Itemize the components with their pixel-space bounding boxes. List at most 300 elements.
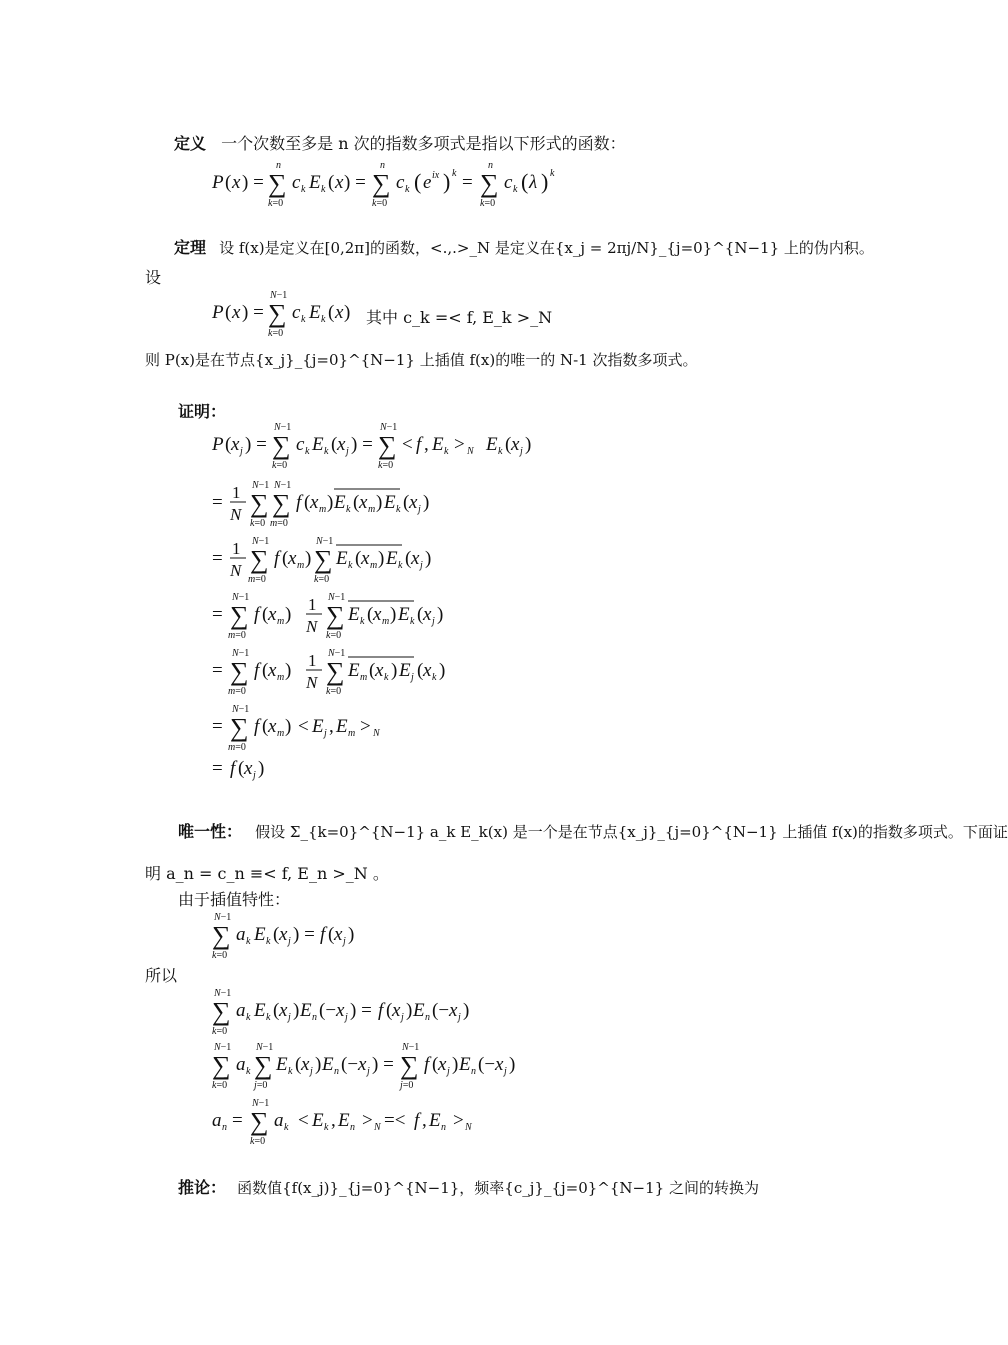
svg-text:E: E	[336, 716, 348, 737]
svg-text:∑: ∑	[314, 545, 333, 574]
svg-text:) =: ) =	[351, 434, 373, 455]
svg-text:k: k	[305, 446, 310, 457]
svg-text:j: j	[420, 560, 423, 571]
svg-text:k=0: k=0	[378, 460, 394, 471]
svg-text:,: ,	[422, 1110, 427, 1131]
svg-text:): )	[391, 660, 398, 681]
svg-text:k=0: k=0	[250, 1136, 266, 1147]
svg-text:): )	[437, 604, 444, 625]
svg-text:): )	[285, 660, 292, 681]
svg-text:j: j	[418, 504, 421, 515]
svg-text:): )	[258, 758, 265, 779]
svg-text:x: x	[279, 924, 288, 945]
svg-text:): )	[443, 169, 451, 194]
svg-text:k: k	[384, 672, 389, 683]
svg-text:c: c	[504, 172, 513, 193]
svg-text:N−1: N−1	[328, 592, 346, 603]
svg-text:k: k	[284, 1122, 289, 1133]
svg-text:x: x	[361, 548, 370, 569]
svg-text:E: E	[312, 1110, 324, 1131]
svg-text:j: j	[447, 1066, 450, 1077]
svg-text:=: =	[212, 758, 223, 779]
svg-text:a: a	[236, 1054, 246, 1075]
svg-text:,: ,	[329, 716, 334, 737]
svg-text:f: f	[424, 1054, 430, 1075]
proof-step-4	[210, 588, 510, 640]
svg-text:c: c	[292, 172, 301, 193]
svg-text:k=0: k=0	[268, 328, 284, 339]
proof-step-1	[210, 418, 570, 470]
svg-text:E: E	[254, 924, 266, 945]
svg-text:j: j	[345, 1012, 348, 1023]
svg-text:E: E	[398, 604, 410, 625]
svg-text:>: >	[454, 434, 465, 455]
svg-text:,: ,	[331, 1110, 336, 1131]
svg-text:k: k	[321, 314, 326, 325]
svg-text:(: (	[295, 1054, 302, 1075]
svg-text:x: x	[511, 434, 520, 455]
svg-text:(: (	[262, 660, 269, 681]
svg-text:n: n	[334, 1066, 339, 1077]
svg-text:(: (	[355, 548, 362, 569]
svg-text:P: P	[212, 434, 224, 455]
svg-text:k: k	[324, 1122, 329, 1133]
svg-text:): )	[452, 1054, 459, 1075]
svg-text:k=0: k=0	[212, 1026, 228, 1037]
svg-text:x: x	[244, 758, 253, 779]
svg-text:x: x	[358, 1054, 367, 1075]
uniqueness-text-continued: 明 a_n = c_n ≡< f, E_n >_N 。	[145, 864, 389, 883]
svg-text:N: N	[230, 505, 242, 524]
svg-text:c: c	[292, 302, 301, 323]
svg-text:k: k	[348, 560, 353, 571]
svg-text:E: E	[348, 660, 360, 681]
svg-text:E: E	[276, 1054, 288, 1075]
svg-text:∑: ∑	[250, 545, 269, 574]
svg-text:(: (	[386, 1000, 393, 1021]
svg-text:n: n	[380, 160, 385, 171]
uniqueness-formula-4	[210, 1096, 510, 1148]
svg-text:x: x	[231, 434, 240, 455]
svg-text:m: m	[360, 672, 368, 683]
svg-text:∑: ∑	[250, 1107, 269, 1136]
proof-step-7	[210, 752, 330, 784]
svg-text:(: (	[273, 1000, 280, 1021]
svg-text:x: x	[279, 1000, 288, 1021]
svg-text:(: (	[331, 434, 338, 455]
svg-text:(: (	[282, 548, 289, 569]
corollary-paragraph	[178, 1178, 759, 1198]
svg-text:x: x	[288, 548, 297, 569]
svg-text:∑: ∑	[326, 601, 345, 630]
svg-text:x: x	[373, 604, 382, 625]
svg-text:>: >	[453, 1110, 464, 1131]
svg-text:(: (	[262, 604, 269, 625]
svg-text:j: j	[411, 672, 414, 683]
svg-text:>: >	[362, 1110, 373, 1131]
svg-text:E: E	[459, 1054, 471, 1075]
svg-text:(: (	[262, 716, 269, 737]
uniqueness-formula-2	[210, 986, 530, 1038]
svg-text:(−: (−	[341, 1054, 359, 1075]
svg-text:N−1: N−1	[214, 1042, 232, 1053]
uniqueness-formula-3	[210, 1040, 570, 1092]
svg-text:E: E	[300, 1000, 312, 1021]
svg-text:x: x	[334, 924, 343, 945]
svg-text:∑: ∑	[212, 921, 231, 950]
uniqueness-paragraph	[178, 822, 1008, 842]
svg-text:=: =	[212, 660, 223, 681]
svg-text:): )	[305, 548, 312, 569]
definition-label: 定义	[174, 134, 207, 153]
svg-text:k: k	[398, 560, 403, 571]
interpolation-property-text: 由于插值特性：	[178, 890, 291, 909]
svg-text:x: x	[268, 660, 277, 681]
theorem-text-continued: 设	[145, 268, 162, 287]
svg-text:P: P	[212, 172, 224, 193]
svg-text:x: x	[495, 1054, 504, 1075]
definition-formula	[210, 158, 590, 210]
svg-text:x: x	[411, 548, 420, 569]
svg-text:x: x	[301, 1054, 310, 1075]
svg-text:m=0: m=0	[228, 686, 246, 697]
proof-step-5	[210, 644, 510, 696]
svg-text:N−1: N−1	[252, 480, 270, 491]
svg-text:k=0: k=0	[272, 460, 288, 471]
svg-text:a: a	[274, 1110, 284, 1131]
svg-text:∑: ∑	[400, 1051, 419, 1080]
svg-text:N: N	[374, 1122, 381, 1133]
svg-text:E: E	[322, 1054, 334, 1075]
svg-text:λ: λ	[529, 172, 538, 193]
svg-text:∑: ∑	[230, 657, 249, 686]
svg-text:f: f	[254, 716, 260, 737]
svg-text:a: a	[212, 1110, 222, 1131]
svg-text:k: k	[301, 184, 306, 195]
svg-text:N−1: N−1	[232, 704, 250, 715]
svg-text:): )	[285, 716, 292, 737]
svg-text:<: <	[298, 1110, 309, 1131]
svg-text:f: f	[320, 924, 326, 945]
svg-text:n: n	[222, 1122, 227, 1133]
svg-text:<: <	[298, 716, 309, 737]
svg-text:E: E	[336, 548, 348, 569]
svg-text:N: N	[306, 617, 318, 636]
svg-text:) =: ) =	[350, 1000, 372, 1021]
svg-text:E: E	[413, 1000, 425, 1021]
svg-text:j: j	[401, 1012, 404, 1023]
svg-text:k=0: k=0	[480, 198, 496, 209]
svg-text:j: j	[432, 616, 435, 627]
svg-text:∑: ∑	[272, 431, 291, 460]
svg-text:): )	[541, 169, 549, 194]
svg-text:): )	[390, 604, 397, 625]
svg-text:k: k	[246, 1012, 251, 1023]
proof-step-3	[210, 532, 510, 584]
therefore-text: 所以	[145, 966, 178, 985]
svg-text:k: k	[321, 184, 326, 195]
svg-text:(: (	[414, 169, 422, 194]
svg-text:k: k	[266, 936, 271, 947]
svg-text:(−: (−	[478, 1054, 496, 1075]
svg-text:N: N	[373, 728, 380, 739]
svg-text:k: k	[513, 184, 518, 195]
svg-text:∑: ∑	[268, 169, 287, 198]
svg-text:): )	[525, 434, 532, 455]
svg-text:ix: ix	[432, 170, 440, 181]
svg-text:(: (	[403, 492, 410, 513]
svg-text:f: f	[230, 758, 236, 779]
svg-text:∑: ∑	[250, 489, 269, 518]
svg-text:n: n	[425, 1012, 430, 1023]
svg-text:∑: ∑	[254, 1051, 273, 1080]
svg-text:) =: ) =	[344, 172, 366, 193]
svg-text:m: m	[319, 504, 327, 515]
svg-text:): )	[423, 492, 430, 513]
svg-text:) =: ) =	[245, 434, 267, 455]
svg-text:(: (	[353, 492, 360, 513]
svg-text:k: k	[405, 184, 410, 195]
svg-text:m=0: m=0	[248, 574, 266, 585]
svg-text:n: n	[276, 160, 281, 171]
svg-text:x: x	[232, 172, 241, 193]
svg-text:f: f	[378, 1000, 384, 1021]
svg-text:j: j	[310, 1066, 313, 1077]
svg-text:(: (	[238, 758, 245, 779]
svg-text:E: E	[312, 716, 324, 737]
svg-text:n: n	[350, 1122, 355, 1133]
svg-text:E: E	[334, 492, 346, 513]
svg-text:∑: ∑	[372, 169, 391, 198]
svg-text:j: j	[458, 1012, 461, 1023]
corollary-text: 函数值{f(x_j)}_{j=0}^{N−1}，频率{c_j}_{j=0}^{N−1} 之间的转换为	[237, 1179, 759, 1197]
svg-text:j: j	[324, 728, 327, 739]
svg-text:): )	[425, 548, 432, 569]
svg-text:N−1: N−1	[316, 536, 334, 547]
svg-text:E: E	[309, 302, 321, 323]
svg-text:k: k	[498, 446, 503, 457]
svg-text:j: j	[520, 446, 523, 457]
svg-text:x: x	[268, 604, 277, 625]
svg-text:n: n	[312, 1012, 317, 1023]
svg-text:x: x	[409, 492, 418, 513]
svg-text:k=0: k=0	[326, 630, 342, 641]
svg-text:(: (	[432, 1054, 439, 1075]
svg-text:): )	[285, 604, 292, 625]
svg-text:m: m	[277, 616, 285, 627]
proof-step-6	[210, 700, 510, 752]
svg-text:k=0: k=0	[372, 198, 388, 209]
svg-text:E: E	[486, 434, 498, 455]
svg-text:n: n	[488, 160, 493, 171]
svg-text:j=0: j=0	[400, 1080, 414, 1091]
svg-text:x: x	[335, 302, 344, 323]
svg-text:=: =	[212, 548, 223, 569]
svg-text:N−1: N−1	[252, 1098, 270, 1109]
svg-text:<: <	[402, 434, 413, 455]
svg-text:k: k	[550, 168, 555, 179]
svg-text:k: k	[246, 1066, 251, 1077]
theorem-conclusion: 则 P(x)是在节点{x_j}_{j=0}^{N−1} 上插值 f(x)的唯一的 N-1 次指数多项式。	[145, 351, 698, 369]
svg-text:x: x	[337, 434, 346, 455]
svg-text:j: j	[367, 1066, 370, 1077]
theorem-paragraph	[174, 238, 874, 258]
svg-text:k=0: k=0	[212, 950, 228, 961]
svg-text:(−: (−	[319, 1000, 337, 1021]
svg-text:f: f	[416, 434, 422, 455]
svg-text:E: E	[312, 434, 324, 455]
svg-text:∑: ∑	[272, 489, 291, 518]
svg-text:k: k	[324, 446, 329, 457]
svg-text:x: x	[438, 1054, 447, 1075]
svg-text:x: x	[423, 660, 432, 681]
svg-text:E: E	[399, 660, 411, 681]
svg-text:f: f	[414, 1110, 420, 1131]
svg-text:(: (	[405, 548, 412, 569]
svg-text:=: =	[212, 716, 223, 737]
svg-text:k: k	[246, 936, 251, 947]
svg-text:∑: ∑	[230, 601, 249, 630]
svg-text:k: k	[360, 616, 365, 627]
svg-text:N−1: N−1	[214, 912, 232, 923]
svg-text:(: (	[328, 302, 335, 323]
theorem-label: 定理	[174, 238, 207, 257]
svg-text:N: N	[306, 673, 318, 692]
definition-paragraph	[174, 134, 626, 154]
svg-text:(: (	[417, 604, 424, 625]
uniqueness-text: 假设 Σ_{k=0}^{N−1} a_k E_k(x) 是一个是在节点{x_j}_{j=0}^{N−1} 上插值 f(x)的指数多项式。下面证	[255, 823, 1008, 841]
svg-text:j: j	[253, 770, 256, 781]
svg-text:k=0: k=0	[268, 198, 284, 209]
svg-text:E: E	[384, 492, 396, 513]
svg-text:c: c	[396, 172, 405, 193]
svg-text:) =: ) =	[293, 924, 315, 945]
svg-text:E: E	[432, 434, 444, 455]
svg-text:): )	[293, 1000, 300, 1021]
svg-text:E: E	[348, 604, 360, 625]
svg-text:(: (	[304, 492, 311, 513]
svg-text:j: j	[343, 936, 346, 947]
svg-text:f: f	[254, 660, 260, 681]
svg-text:∑: ∑	[480, 169, 499, 198]
svg-text:m: m	[348, 728, 356, 739]
svg-text:f: f	[254, 604, 260, 625]
svg-text:): )	[378, 548, 385, 569]
svg-text:E: E	[386, 548, 398, 569]
svg-text:j=0: j=0	[254, 1080, 268, 1091]
svg-text:N: N	[465, 1122, 472, 1133]
theorem-text: 设 f(x)是定义在[0,2π]的函数，<.,.>_N 是定义在{x_j = 2πj/N}_{j=0}^{N−1} 上的伪内积。	[219, 239, 874, 257]
svg-text:(: (	[328, 172, 335, 193]
svg-text:=: =	[462, 172, 473, 193]
svg-text:∑: ∑	[268, 299, 287, 328]
svg-text:k=0: k=0	[326, 686, 342, 697]
svg-text:1: 1	[232, 539, 241, 558]
svg-text:x: x	[423, 604, 432, 625]
svg-text:n: n	[441, 1122, 446, 1133]
svg-text:) =: ) =	[242, 172, 264, 193]
svg-text:): )	[376, 492, 383, 513]
svg-text:E: E	[254, 1000, 266, 1021]
svg-text:∑: ∑	[212, 997, 231, 1026]
svg-text:N−1: N−1	[232, 592, 250, 603]
svg-text:) =: ) =	[242, 302, 264, 323]
svg-text:1: 1	[308, 651, 317, 670]
svg-text:x: x	[375, 660, 384, 681]
svg-text:j: j	[288, 1012, 291, 1023]
svg-text:N−1: N−1	[270, 290, 288, 301]
uniqueness-label: 唯一性：	[178, 822, 243, 841]
svg-text:(: (	[417, 660, 424, 681]
svg-text:N−1: N−1	[402, 1042, 420, 1053]
svg-text:m=0: m=0	[270, 518, 288, 529]
svg-text:m=0: m=0	[228, 742, 246, 753]
svg-text:m: m	[277, 728, 285, 739]
svg-text:k=0: k=0	[250, 518, 266, 529]
svg-text:(: (	[328, 924, 335, 945]
svg-text:∑: ∑	[326, 657, 345, 686]
svg-text:f: f	[274, 548, 280, 569]
svg-text:m: m	[370, 560, 378, 571]
svg-text:x: x	[359, 492, 368, 513]
svg-text:(: (	[505, 434, 512, 455]
svg-text:): )	[344, 302, 351, 323]
svg-text:∑: ∑	[378, 431, 397, 460]
svg-text:): )	[439, 660, 446, 681]
proof-label: 证明：	[178, 402, 227, 421]
svg-text:k: k	[444, 446, 449, 457]
svg-text:) =: ) =	[372, 1054, 394, 1075]
svg-text:=: =	[232, 1110, 243, 1131]
svg-text:a: a	[236, 1000, 246, 1021]
proof-step-2	[210, 476, 510, 528]
svg-text:,: ,	[424, 434, 429, 455]
svg-text:): )	[315, 1054, 322, 1075]
svg-text:): )	[348, 924, 355, 945]
svg-text:1: 1	[308, 595, 317, 614]
svg-text:m: m	[368, 504, 376, 515]
svg-text:x: x	[449, 1000, 458, 1021]
svg-text:N: N	[230, 561, 242, 580]
svg-text:a: a	[236, 924, 246, 945]
svg-text:k: k	[346, 504, 351, 515]
svg-text:N−1: N−1	[252, 536, 270, 547]
svg-text:x: x	[310, 492, 319, 513]
svg-text:P: P	[212, 302, 224, 323]
svg-text:k: k	[301, 314, 306, 325]
svg-text:(−: (−	[432, 1000, 450, 1021]
svg-text:N−1: N−1	[232, 648, 250, 659]
svg-text:(: (	[225, 172, 232, 193]
svg-text:(: (	[367, 604, 374, 625]
svg-text:(: (	[273, 924, 280, 945]
svg-text:(: (	[225, 302, 232, 323]
svg-text:k=0: k=0	[314, 574, 330, 585]
theorem-where-clause: 其中 c_k =< f, E_k >_N	[366, 308, 553, 327]
svg-text:c: c	[296, 434, 305, 455]
svg-text:): )	[327, 492, 334, 513]
svg-text:N−1: N−1	[328, 648, 346, 659]
svg-text:j: j	[504, 1066, 507, 1077]
svg-text:k: k	[396, 504, 401, 515]
svg-text:m=0: m=0	[228, 630, 246, 641]
svg-text:k: k	[452, 168, 457, 179]
svg-text:N: N	[467, 446, 474, 457]
svg-text:x: x	[232, 302, 241, 323]
svg-text:N−1: N−1	[274, 422, 292, 433]
svg-text:N−1: N−1	[380, 422, 398, 433]
svg-text:j: j	[346, 446, 349, 457]
